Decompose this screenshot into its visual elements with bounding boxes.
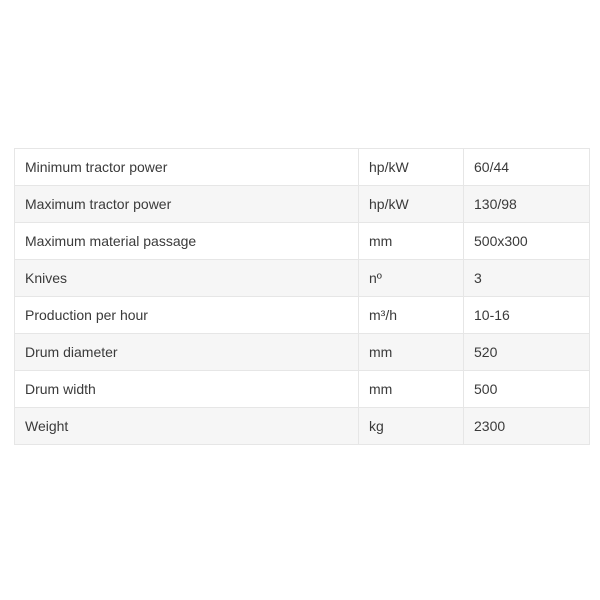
table-row <box>15 297 590 334</box>
spec-value: 500x300 <box>464 223 590 260</box>
spec-value: 3 <box>464 260 590 297</box>
spec-value: 500 <box>464 371 590 408</box>
spec-value: 2300 <box>464 408 590 445</box>
spec-unit: m³/h <box>359 297 464 334</box>
table-row <box>15 408 590 445</box>
spec-unit: mm <box>359 371 464 408</box>
table-row <box>15 149 590 186</box>
spec-unit: hp/kW <box>359 186 464 223</box>
spec-unit: nº <box>359 260 464 297</box>
spec-label: Drum width <box>15 371 359 408</box>
spec-label: Drum diameter <box>15 334 359 371</box>
spec-unit: kg <box>359 408 464 445</box>
specifications-table <box>14 148 590 445</box>
spec-unit: mm <box>359 223 464 260</box>
spec-value: 130/98 <box>464 186 590 223</box>
spec-value: 10-16 <box>464 297 590 334</box>
spec-label: Maximum tractor power <box>15 186 359 223</box>
spec-label: Maximum material passage <box>15 223 359 260</box>
table-row <box>15 334 590 371</box>
spec-value: 60/44 <box>464 149 590 186</box>
table-row <box>15 223 590 260</box>
table-row <box>15 371 590 408</box>
spec-label: Minimum tractor power <box>15 149 359 186</box>
table-row <box>15 260 590 297</box>
spec-unit: hp/kW <box>359 149 464 186</box>
spec-value: 520 <box>464 334 590 371</box>
spec-label: Knives <box>15 260 359 297</box>
table-row <box>15 186 590 223</box>
spec-label: Weight <box>15 408 359 445</box>
spec-unit: mm <box>359 334 464 371</box>
spec-label: Production per hour <box>15 297 359 334</box>
